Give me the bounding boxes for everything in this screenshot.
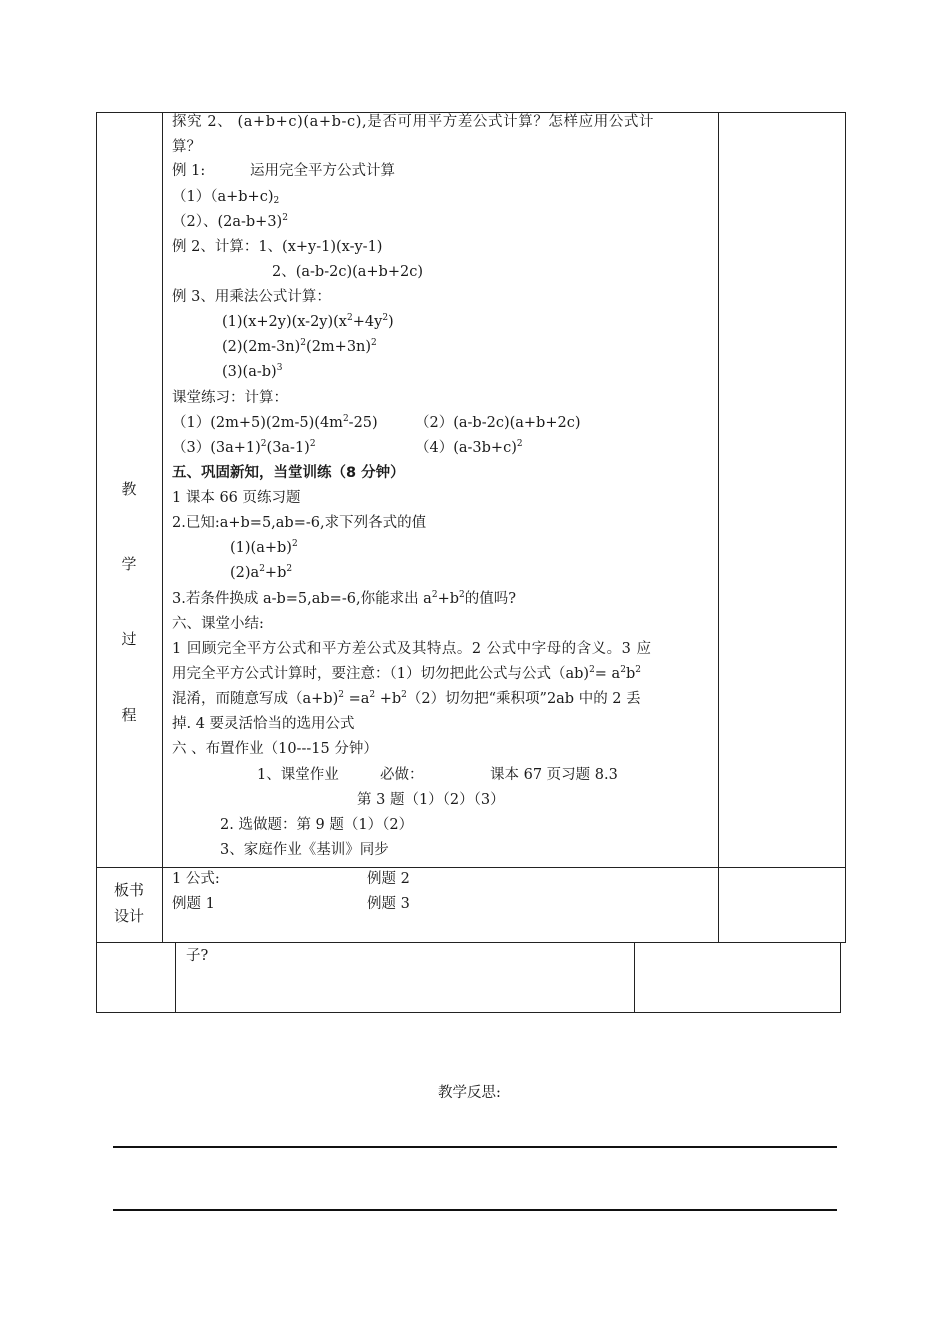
superscript: 2 [342, 414, 349, 424]
expr-text: 3.若条件换成 a-b=5,ab=-6,你能求出 a [172, 591, 432, 607]
table-col-divider-2 [718, 112, 719, 943]
content-line-12: 课堂练习：计算： [172, 390, 288, 406]
expr-text: (1)(a+b) [230, 540, 292, 556]
expr-text: （4）(a-3b+c) [415, 440, 517, 456]
superscript: 2 [291, 539, 298, 549]
homework-label: 1、课堂作业 [257, 767, 339, 783]
content-line-13c: （2）(a-b-2c)(a+b+2c) [415, 415, 581, 431]
side-label-char-2: 学 [121, 555, 137, 573]
side-label-char-1: 教 [121, 480, 137, 498]
lower-table-bottom-border [96, 1012, 841, 1013]
subscript: 2 [273, 196, 280, 206]
expr-text: +4y [352, 314, 383, 330]
content-line-22: 1 回顾完全平方公式和平方差公式及其特点。2 公式中字母的含义。3 应 [172, 641, 652, 657]
expr-text: +b [264, 565, 287, 581]
superscript: 2 [260, 439, 267, 449]
content-line-3b: 运用完全平方公式计算 [250, 163, 395, 179]
superscript: 2 [369, 690, 376, 700]
content-line-20 [172, 589, 516, 609]
board-item-example-2: 例题 2 [367, 871, 410, 887]
expr-text: （2）切勿把“乘积项”2ab 中的 2 丢 [406, 691, 641, 707]
content-line-30: 3、家庭作业《基训》同步 [220, 842, 389, 858]
expr-text: 的值吗? [464, 591, 517, 607]
board-item-example-3: 例题 3 [367, 896, 410, 912]
superscript: 2 [347, 313, 353, 323]
expr-text: +b [375, 691, 402, 707]
board-item-formula: 1 公式: [172, 871, 220, 887]
content-line-26: 六 、布置作业（10---15 分钟） [172, 741, 378, 757]
expr-text: （1）(2m+5)(2m-5)(4m [172, 415, 343, 431]
side-label-char-4: 程 [121, 706, 137, 724]
content-line-2: 算？ [172, 139, 201, 155]
content-line-25: 掉. 4 要灵活恰当的选用公式 [172, 716, 355, 732]
side-label-char-3: 过 [121, 630, 137, 648]
expr-text: (3)(a-b) [222, 364, 277, 380]
expr-text: +b [437, 591, 459, 607]
expr-text: (2m+3n) [306, 339, 372, 355]
content-line-24 [172, 689, 641, 709]
content-line-16: 1 课本 66 页练习题 [172, 490, 301, 506]
content-line-4 [172, 187, 279, 207]
content-line-13a [172, 413, 378, 433]
reflection-title: 教学反思: [438, 1085, 501, 1101]
content-line-18 [230, 538, 298, 558]
content-line-7: 2、(a-b-2c)(a+b+2c) [272, 264, 423, 280]
expr-text: （1）（a+b+c) [172, 189, 274, 205]
superscript: 2 [309, 439, 316, 449]
superscript: 2 [635, 665, 641, 675]
board-label-line-2: 设计 [113, 907, 144, 925]
superscript: 2 [259, 564, 265, 574]
expr-text: (2)(2m-3n) [222, 339, 301, 355]
lower-table-text: 子? [186, 948, 209, 964]
superscript: 2 [338, 690, 344, 700]
expr-text: 用完全平方公式计算时，要注意：（1）切勿把此公式与公式（ab) [172, 666, 590, 682]
expr-text: b [625, 666, 636, 682]
expr-text: -25) [348, 415, 378, 431]
expr-text: = a [594, 666, 621, 682]
expr-text: =a [343, 691, 370, 707]
homework-textbook: 课本 67 页习题 8.3 [490, 767, 618, 783]
expr-text: (3a-1) [266, 440, 310, 456]
lower-table-left-border [96, 942, 97, 1013]
content-line-8: 例 3、用乘法公式计算： [172, 289, 331, 305]
expr-text: （3）(3a+1) [172, 440, 261, 456]
table-row-divider [96, 867, 846, 868]
content-line-5 [172, 212, 288, 232]
content-line-14a [172, 438, 316, 458]
lower-table-right-border [840, 942, 841, 1013]
superscript: 2 [431, 590, 438, 600]
content-line-19 [230, 563, 292, 583]
superscript: 2 [459, 590, 465, 600]
content-line-3a: 例 1: [172, 163, 206, 179]
superscript: 3 [276, 363, 283, 373]
expr-text: 混淆，而随意写成（a+b) [172, 691, 339, 707]
reflection-rule-1 [113, 1146, 837, 1148]
content-line-1: 探究 2、 (a+b+c)(a+b-c),是否可用平方差公式计算？怎样应用公式计 [172, 114, 655, 130]
content-line-9 [222, 312, 394, 332]
homework-required: 必做： [380, 767, 424, 783]
superscript: 2 [282, 213, 288, 223]
superscript: 2 [286, 564, 293, 574]
content-line-23 [172, 664, 641, 684]
superscript: 2 [516, 439, 523, 449]
homework-items: 第 3 题（1）（2）（3） [357, 792, 505, 808]
board-item-example-1: 例题 1 [172, 896, 215, 912]
superscript: 2 [300, 338, 307, 348]
content-line-17: 2.已知:a+b=5,ab=-6,求下列各式的值 [172, 515, 427, 531]
reflection-rule-2 [113, 1209, 837, 1211]
section-heading-5: 五、巩固新知，当堂训练（8 分钟） [172, 465, 405, 481]
content-line-6: 例 2、计算：1、(x+y-1)(x-y-1) [172, 239, 383, 255]
expr-text: （2）、(2a-b+3) [172, 214, 283, 230]
content-line-11 [222, 362, 282, 382]
content-line-21: 六、课堂小结: [172, 616, 264, 632]
table-left-border [96, 112, 97, 943]
lower-table-col-divider-1 [175, 942, 176, 1013]
superscript: 2 [401, 690, 407, 700]
expr-text: (2)a [230, 565, 260, 581]
table-bottom-border [96, 942, 846, 943]
superscript: 2 [620, 665, 626, 675]
table-right-border [845, 112, 846, 943]
content-line-14c [415, 438, 523, 458]
expr-text: (1)(x+2y)(x-2y)(x [222, 314, 347, 330]
content-line-10 [222, 337, 377, 357]
lower-table-col-divider-2 [634, 942, 635, 1013]
board-label-line-1: 板书 [113, 881, 144, 899]
superscript: 2 [589, 665, 595, 675]
table-col-divider-1 [162, 112, 163, 943]
content-line-29: 2. 选做题：第 9 题（1）（2） [220, 817, 414, 833]
expr-text: ) [388, 314, 394, 330]
superscript: 2 [371, 338, 377, 348]
superscript: 2 [382, 313, 389, 323]
